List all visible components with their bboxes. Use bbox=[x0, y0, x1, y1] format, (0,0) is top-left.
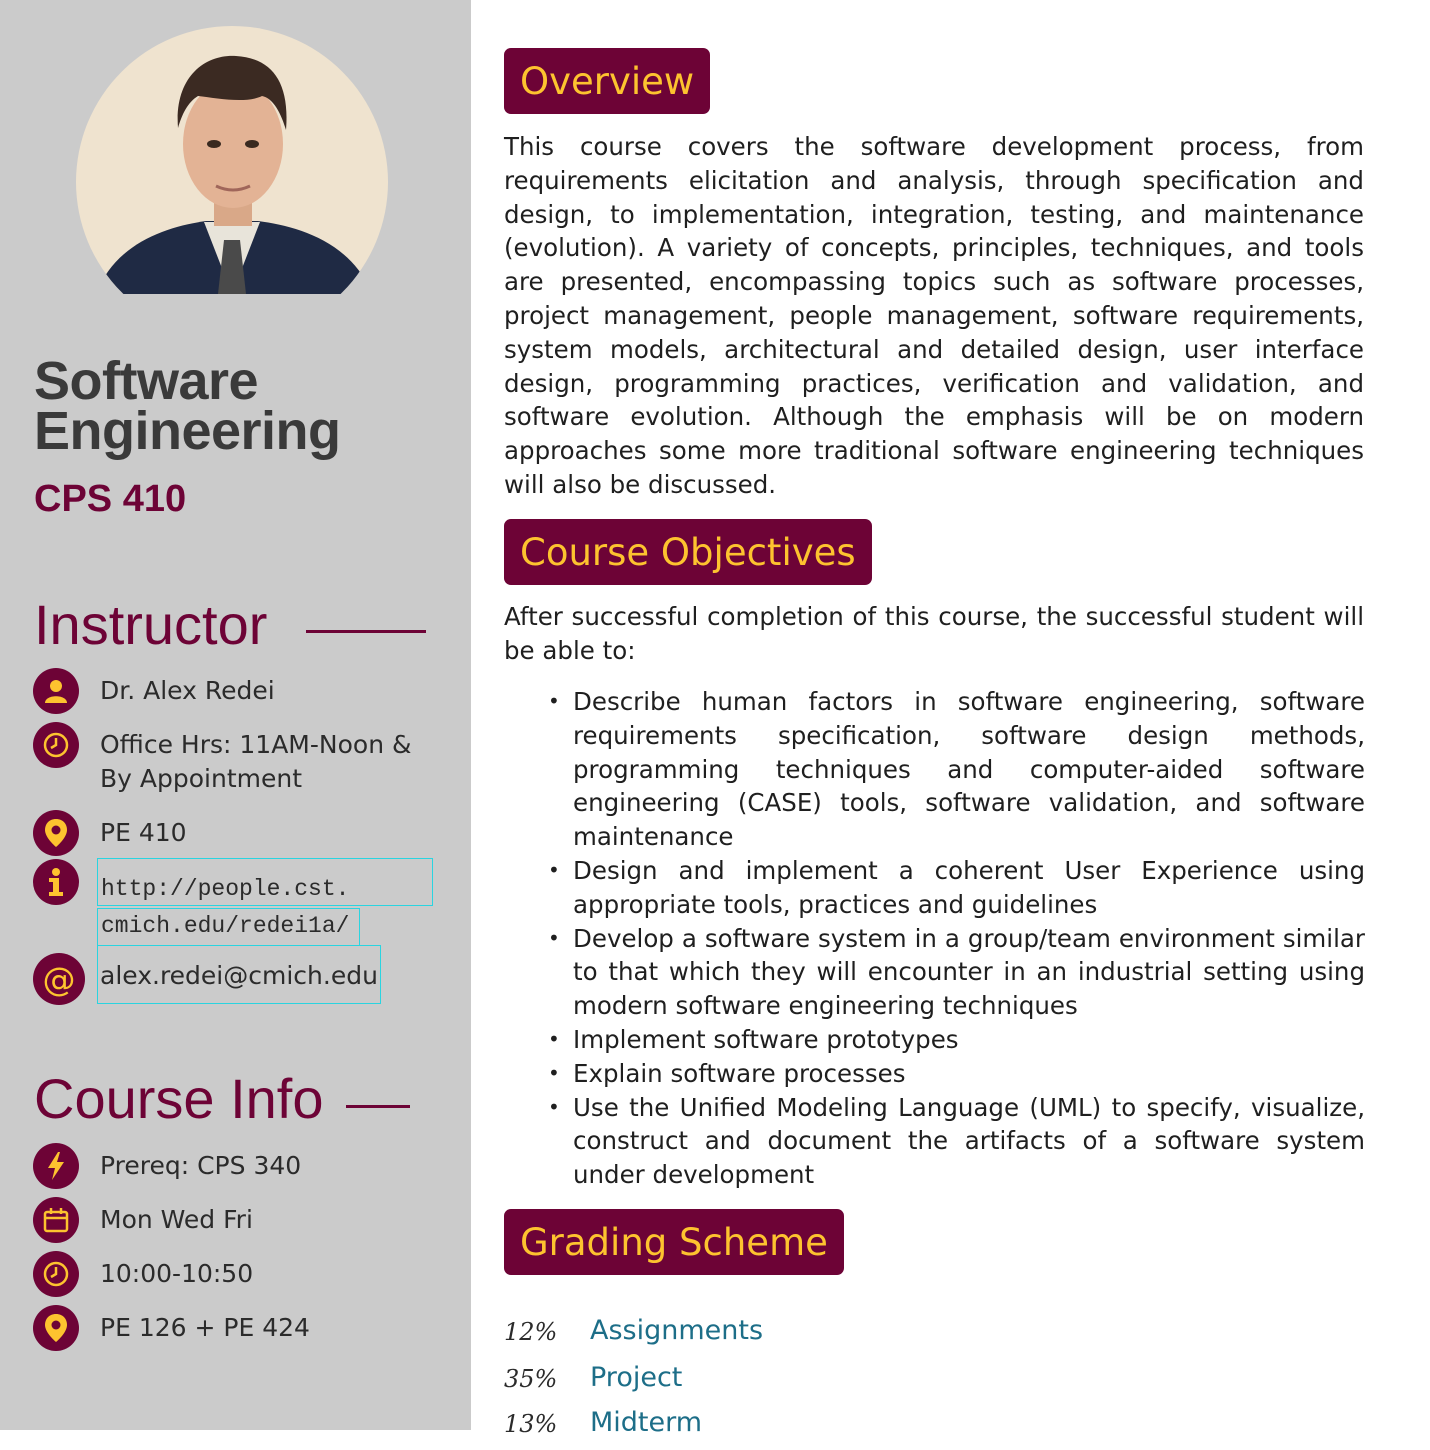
website-link-line-1[interactable]: http://people.cst. bbox=[97, 858, 433, 906]
objective-text: Develop a software system in a group/team environment similar to that which they will encounter in an industrial setting using modern software engineering techniques bbox=[573, 923, 1365, 1021]
course-title-line-2: Engineering bbox=[34, 401, 341, 461]
objective-text: Explain software processes bbox=[573, 1058, 906, 1088]
course-info-heading: Course Info bbox=[34, 1067, 324, 1130]
grading-item-link[interactable]: Project bbox=[590, 1362, 683, 1393]
bullet: • bbox=[548, 1060, 560, 1085]
course-code: CPS 410 bbox=[34, 478, 187, 520]
calendar-icon bbox=[33, 1197, 79, 1243]
grading-item-link[interactable]: Assignments bbox=[590, 1315, 764, 1346]
bullet: • bbox=[548, 689, 560, 713]
office-hours-line-2: By Appointment bbox=[100, 764, 303, 793]
lightning-bolt-icon bbox=[33, 1143, 79, 1189]
overview-text: This course covers the software development process, from requirements elicitation and analysis, through specification and design, to implementation, integration, testing, and maintenance (evolution). A variety of concepts, principles, techniques, and tools are presented, encompassing topics such as software processes, project management, people management, software requirements, system models, architectural and detailed design, user interface design, programming practices, verification and validation, and software evolution. Although the emphasis will be on modern approaches some more traditional software engineering techniques will also be discussed. bbox=[504, 132, 1364, 499]
email-link[interactable]: alex.redei@cmich.edu bbox=[97, 945, 381, 1004]
info-icon bbox=[33, 859, 79, 905]
objective-text: Describe human factors in software engineering, software requirements specification, software design methods, programming techniques and computer-aided software engineering (CASE) tools, software validation, and software maintenance bbox=[573, 687, 1365, 852]
list-item bbox=[548, 1057, 1365, 1091]
grading-heading: Grading Scheme bbox=[504, 1209, 844, 1275]
instructor-heading-rule bbox=[306, 630, 426, 633]
map-pin-icon bbox=[33, 1305, 79, 1351]
office-location: PE 410 bbox=[100, 818, 187, 847]
meeting-days: Mon Wed Fri bbox=[100, 1205, 253, 1234]
sidebar bbox=[0, 0, 471, 1430]
prereq: Prereq: CPS 340 bbox=[100, 1151, 302, 1180]
user-icon bbox=[33, 668, 79, 714]
office-hours-line-1: Office Hrs: 11AM-Noon & bbox=[100, 730, 412, 759]
course-location: PE 126 + PE 424 bbox=[100, 1313, 310, 1342]
course-title bbox=[34, 351, 341, 461]
bullet: • bbox=[548, 857, 560, 882]
instructor-photo bbox=[76, 26, 388, 294]
website-link-line-2[interactable]: cmich.edu/redei1a/ bbox=[97, 908, 360, 946]
instructor-name: Dr. Alex Redei bbox=[100, 676, 275, 705]
map-pin-icon bbox=[33, 810, 79, 856]
bullet: • bbox=[548, 1094, 560, 1119]
grading-item-link[interactable]: Midterm bbox=[590, 1407, 703, 1438]
objectives-list bbox=[548, 685, 1393, 1192]
course-title-line-1: Software bbox=[34, 351, 259, 411]
overview-heading: Overview bbox=[504, 48, 710, 114]
list-item bbox=[548, 1023, 1365, 1057]
objective-text: Use the Unified Modeling Language (UML) to specify, visualize, construct and document the artifacts of a software system under development bbox=[573, 1092, 1365, 1190]
grading-percent: 12% bbox=[504, 1318, 558, 1346]
list-item bbox=[548, 1091, 1365, 1192]
objectives-heading: Course Objectives bbox=[504, 519, 872, 585]
grading-percent: 13% bbox=[504, 1410, 558, 1438]
list-item bbox=[548, 854, 1365, 922]
course-info-heading-rule bbox=[346, 1105, 410, 1108]
bullet: • bbox=[548, 925, 560, 950]
instructor-heading: Instructor bbox=[34, 593, 268, 656]
clock-icon bbox=[33, 1251, 79, 1297]
bullet: • bbox=[548, 1026, 560, 1051]
list-item bbox=[548, 685, 1365, 854]
grading-percent: 35% bbox=[504, 1365, 558, 1393]
at-sign-icon: @ bbox=[33, 953, 85, 1005]
meeting-time: 10:00-10:50 bbox=[100, 1259, 254, 1288]
objectives-intro: After successful completion of this course, the successful student will be able to: bbox=[504, 602, 1364, 665]
objective-text: Design and implement a coherent User Experience using appropriate tools, practices and guidelines bbox=[573, 855, 1365, 919]
list-item bbox=[548, 922, 1365, 1023]
objective-text: Implement software prototypes bbox=[573, 1024, 959, 1054]
clock-icon bbox=[33, 722, 79, 768]
